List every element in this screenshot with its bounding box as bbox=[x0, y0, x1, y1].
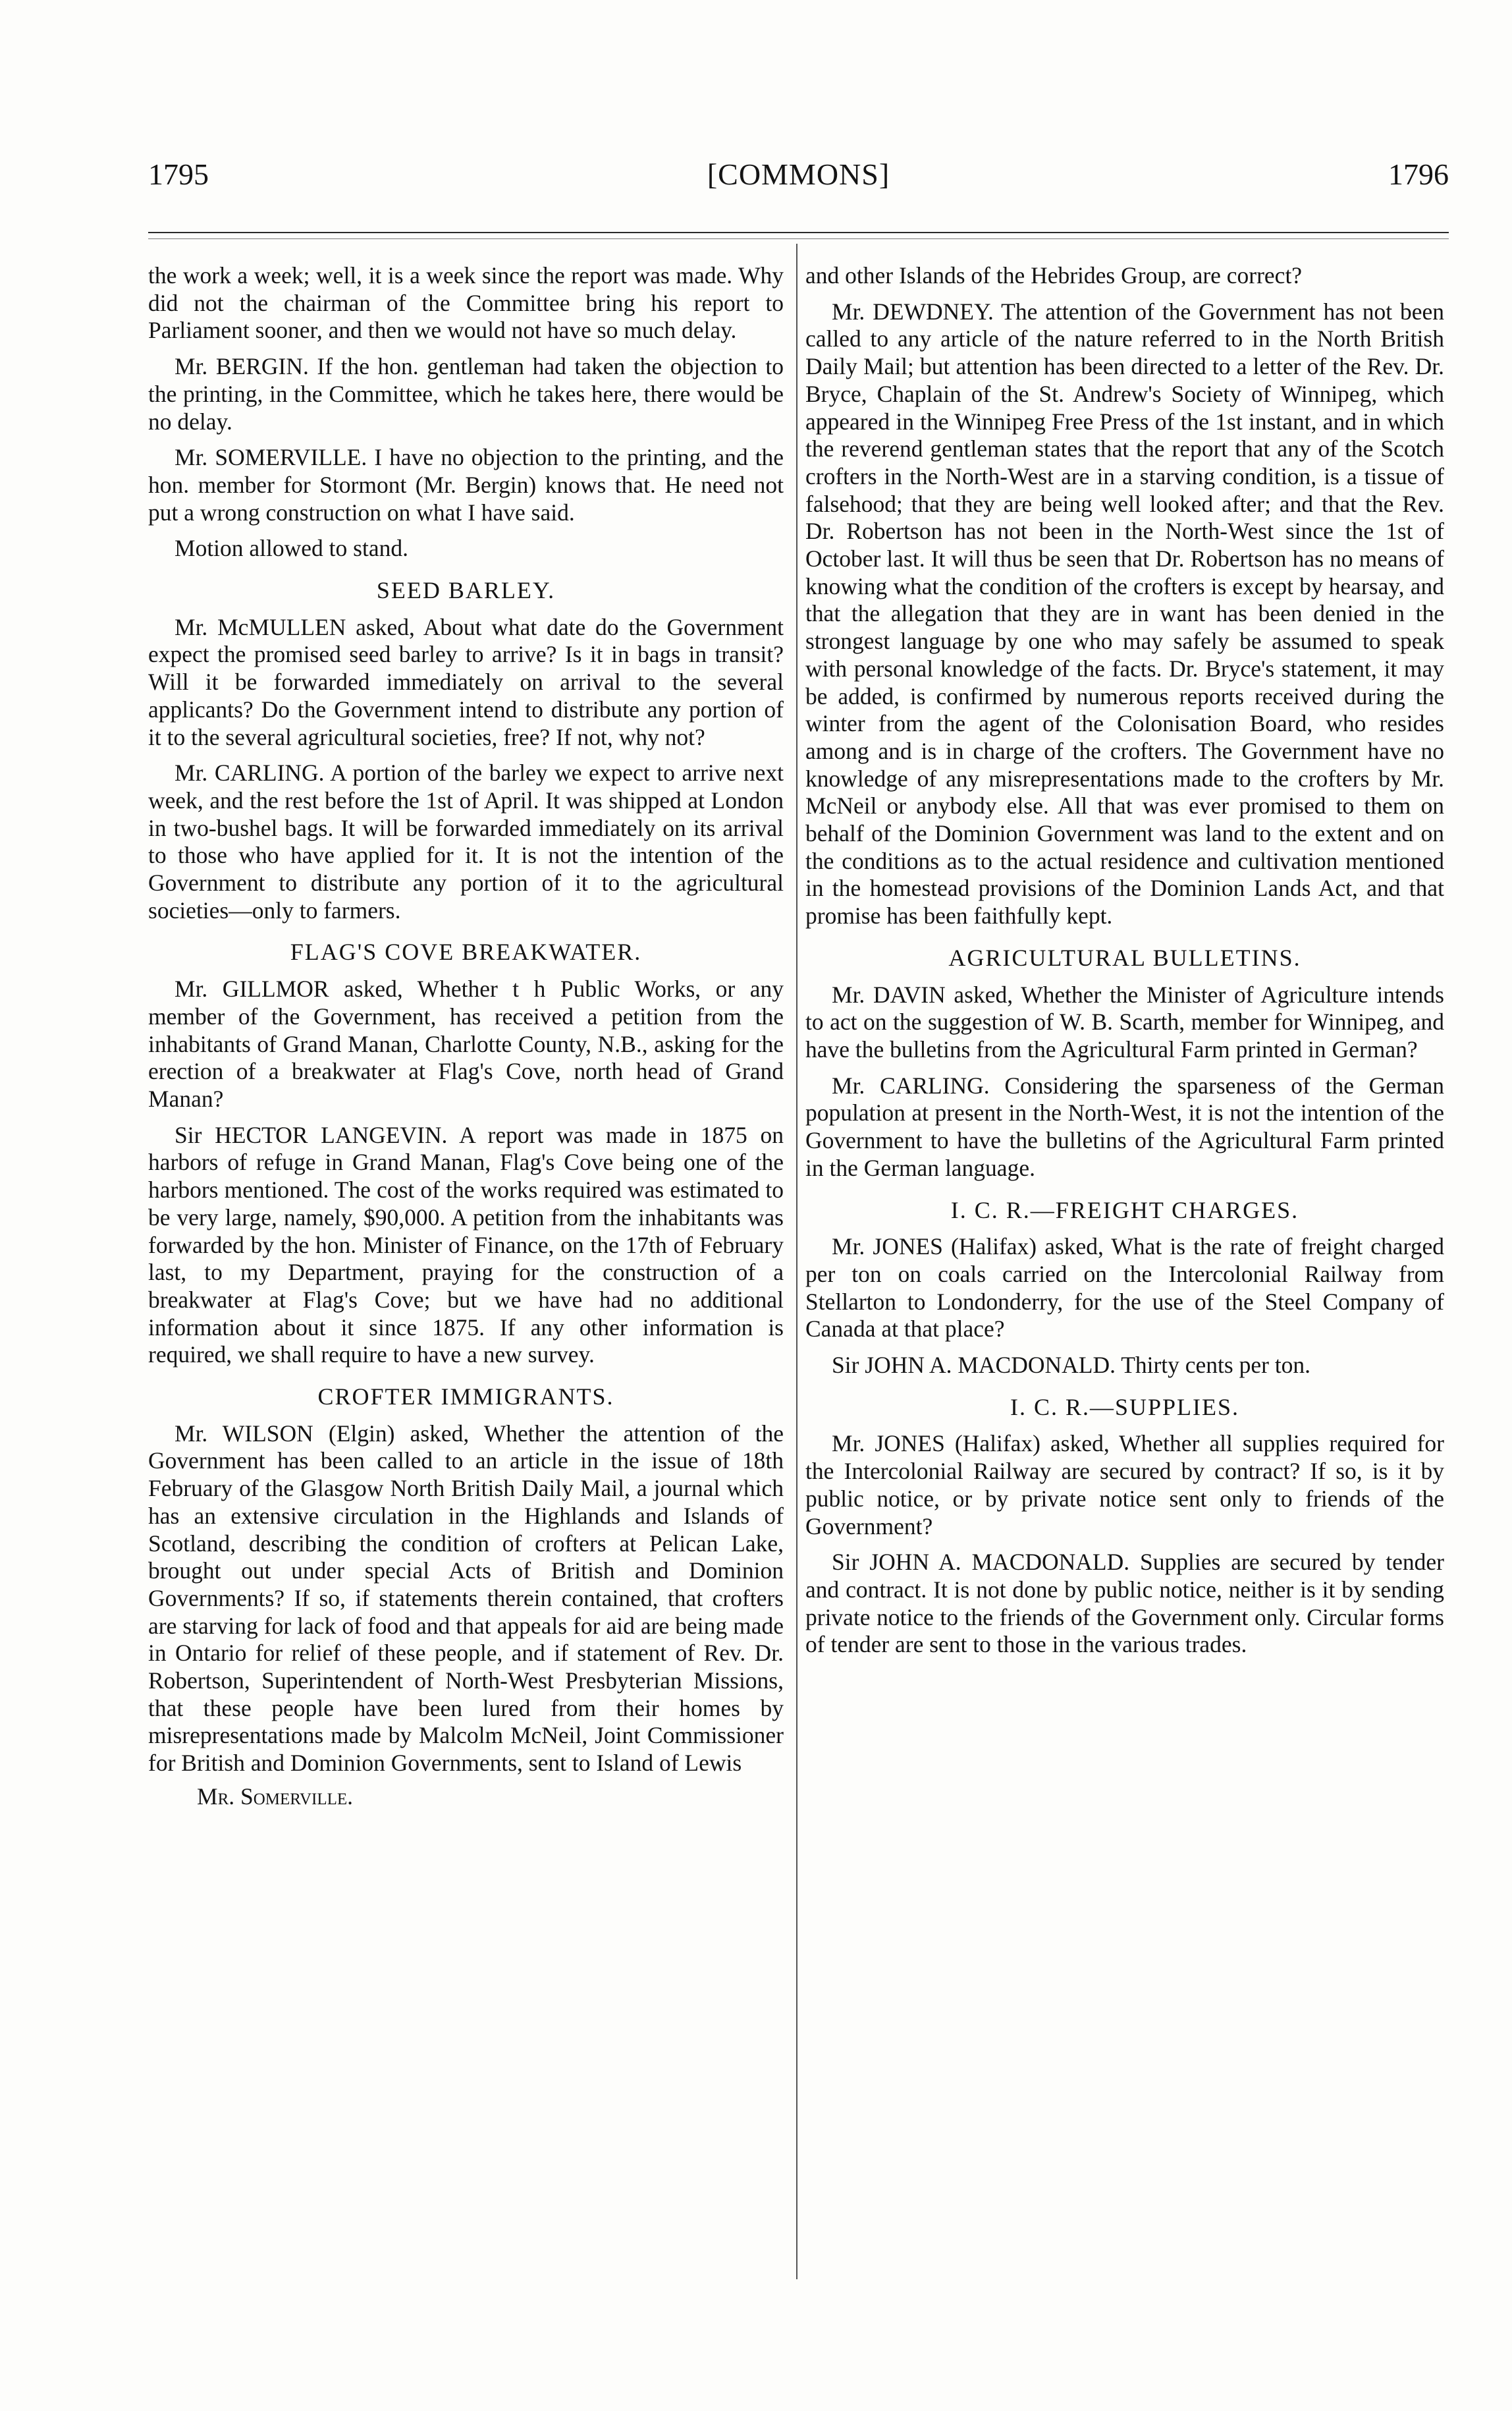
page-header bbox=[148, 157, 1449, 196]
paragraph: Sir JOHN A. MACDONALD. Thirty cents per ton. bbox=[832, 1352, 1311, 1379]
column-divider bbox=[796, 244, 797, 2279]
section-heading: I. C. R.—FREIGHT CHARGES. bbox=[950, 1196, 1299, 1223]
page-number-right: 1796 bbox=[1388, 157, 1449, 191]
header-rule-thin bbox=[148, 238, 1449, 239]
paragraph: Mr. BERGIN. If the hon. gentleman had taken the objection to the printing, in the Committee, which he takes here, there would be no delay. bbox=[148, 353, 784, 435]
paragraph: Mr. DAVIN asked, Whether the Minister of Agriculture intends to act on the suggestion of W. B. Scarth, member for Winnipeg, and have the bulletins from the Agricultural Farm printed in German? bbox=[805, 981, 1444, 1063]
paragraph: Sir JOHN A. MACDONALD. Supplies are secured by tender and contract. It is not done by public notice, neither is it by sending private notice to the friends of the Government only. Circular forms of tender are sent to those in the various trades. bbox=[805, 1549, 1444, 1658]
page-number-left: 1795 bbox=[148, 157, 209, 191]
section-heading: AGRICULTURAL BULLETINS. bbox=[948, 944, 1301, 971]
paragraph: and other Islands of the Hebrides Group, are correct? bbox=[805, 262, 1303, 289]
section-heading: FLAG'S COVE BREAKWATER. bbox=[290, 939, 642, 966]
right-column bbox=[805, 262, 1444, 1667]
page-signature: Mr. Somerville. bbox=[197, 1783, 354, 1810]
running-title: [COMMONS] bbox=[707, 157, 890, 191]
paragraph: Mr. JONES (Halifax) asked, What is the rate of freight charged per ton on coals carried on the Intercolonial Railway from Stellarton to Londonderry, for the use of the Steel Company of Canada at that place? bbox=[805, 1233, 1444, 1343]
paragraph: Mr. CARLING. Considering the sparseness of the German population at present in the North-West, it is not the intention of the Government to have the bulletins of the Agricultural Farm printed in the German language. bbox=[805, 1072, 1444, 1181]
paragraph: Sir HECTOR LANGEVIN. A report was made in 1875 on harbors of refuge in Grand Manan, Flag's Cove being one of the harbors mentioned. The cost of the works required was estimated to be very large, namely, $90,000. A petition from the inhabitants was forwarded by the hon. Minister of Finance, on the 17th of February last, to my Department, praying for the construction of a breakwater at Flag's Cove; but we have had no additional information about it since 1875. If any other information is required, we shall require to have a new survey. bbox=[148, 1121, 784, 1368]
section-heading: SEED BARLEY. bbox=[376, 577, 556, 604]
paragraph: Mr. GILLMOR asked, Whether t h Public Works, or any member of the Government, has received a petition from the inhabitants of Grand Manan, Charlotte County, N.B., asking for the erection of a breakwater at Flag's Cove, north head of Grand Manan? bbox=[148, 976, 784, 1112]
header-rule bbox=[148, 232, 1449, 233]
paragraph: the work a week; well, it is a week since the report was made. Why did not the chairman of the Committee bring his report to Parliament sooner, and then we would not have so much delay. bbox=[148, 262, 784, 344]
paragraph: Mr. WILSON (Elgin) asked, Whether the attention of the Government has been called to an article in the issue of 18th February of the Glasgow North British Daily Mail, a journal which has an extensive circulation in the Highlands and Islands of Scotland, describing the condition of crofters at Pelican Lake, brought out under special Acts of British and Dominion Governments? If so, if statements therein contained, that crofters are starving for lack of food and that appeals for aid are being made in Ontario for relief of these people, and if statement of Rev. Dr. Robertson, Superintendent of North-West Presbyterian Missions, that these people have been lured from their homes by misrepresentations made by Malcolm McNeil, Joint Commissioner for British and Dominion Governments, sent to Island of Lewis bbox=[148, 1420, 784, 1777]
section-heading: I. C. R.—SUPPLIES. bbox=[1010, 1393, 1240, 1420]
left-column bbox=[148, 262, 784, 1819]
paragraph: Mr. CARLING. A portion of the barley we expect to arrive next week, and the rest before the 1st of April. It was shipped at London in two-bushel bags. It will be forwarded immediately on its arrival to those who have applied for it. It is not the intention of the Government to distribute any portion of it to the agricultural societies—only to farmers. bbox=[148, 760, 784, 924]
paragraph: Mr. DEWDNEY. The attention of the Government has not been called to any article of the nature referred to in the North British Daily Mail; but attention has been directed to a letter of the Rev. Dr. Bryce, Chaplain of the St. Andrew's Society of Winnipeg, which appeared in the Winnipeg Free Press of the 1st instant, and in which the reverend gentleman states that the report that any of the Scotch crofters in the North-West are in a starving condition, is a tissue of falsehood; that they are being well looked after; and that the Rev. Dr. Robertson has not been in the North-West since the 1st of October last. It will thus be seen that Dr. Robertson has no means of knowing what the condition of the crofters is except by hearsay, and that the allegation that they are in want has been denied in the strongest language by one who may safely be assumed to speak with personal knowledge of the facts. Dr. Bryce's statement, it may be added, is confirmed by numerous reports received during the winter from the agent of the Colonisation Board, who resides among and is in charge of the crofters. The Government have no knowledge of any misrepresentations made to the crofters by Mr. McNeil or anybody else. All that was ever promised to them on behalf of the Dominion Government was land to the extent and on the conditions as to the actual residence and cultivation mentioned in the homestead provisions of the Dominion Lands Act, and that promise has been faithfully kept. bbox=[805, 298, 1444, 929]
paragraph: Mr. SOMERVILLE. I have no objection to the printing, and the hon. member for Stormont (Mr. Bergin) knows that. He need not put a wrong construction on what I have said. bbox=[148, 444, 784, 526]
paragraph: Mr. JONES (Halifax) asked, Whether all supplies required for the Intercolonial Railway are secured by contract? If so, is it by public notice, or by private notice sent only to friends of the Government? bbox=[805, 1430, 1444, 1539]
paragraph: Motion allowed to stand. bbox=[175, 535, 408, 562]
paragraph: Mr. McMULLEN asked, About what date do the Government expect the promised seed barley to arrive? Is it in bags in transit? Will it be forwarded immediately on arrival to the several applicants? Do the Government intend to distribute any portion of it to the several agricultural societies, free? If not, why not? bbox=[148, 613, 784, 750]
section-heading: CROFTER IMMIGRANTS. bbox=[317, 1383, 614, 1410]
